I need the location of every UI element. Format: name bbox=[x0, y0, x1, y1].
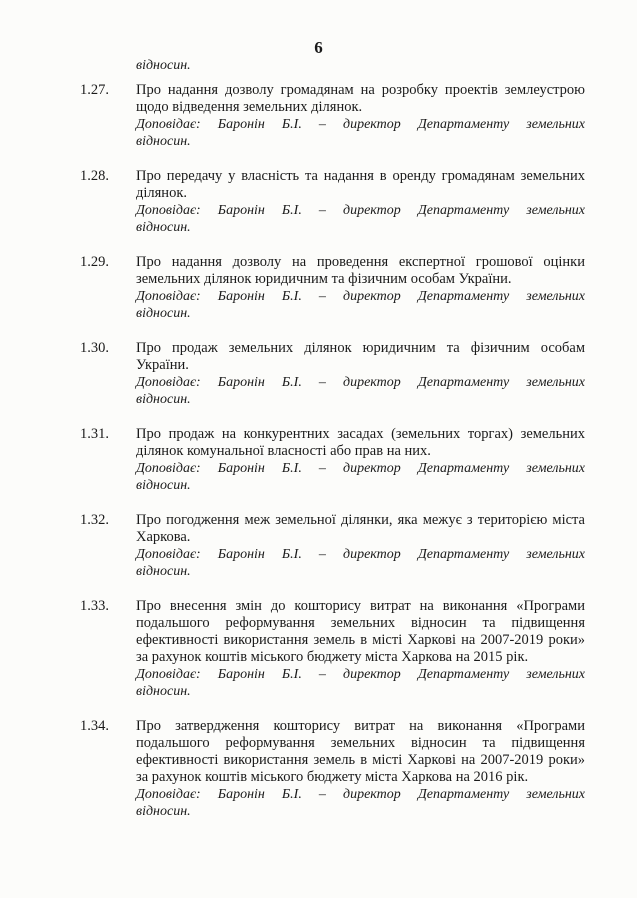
item-title: Про затвердження кошторису витрат на виконання «Програми подальшого реформування земельних відносин та підвищення ефективності використання земель в місті Харкові на 2007-2019 роки» за рахунок коштів міського бюджету міста Харкова на 2016 рік. bbox=[136, 718, 585, 785]
item-number: 1.29. bbox=[80, 254, 109, 270]
agenda-item bbox=[0, 254, 637, 322]
item-number: 1.32. bbox=[80, 512, 109, 528]
item-title: Про надання дозволу на проведення експертної грошової оцінки земельних ділянок юридичним та фізичним особам України. bbox=[136, 254, 585, 287]
item-speaker: Доповідає: Баронін Б.І. – директор Департаменту земельних bbox=[136, 547, 585, 562]
item-speaker-cont: відносин. bbox=[136, 478, 191, 493]
item-body bbox=[136, 168, 585, 236]
item-speaker: Доповідає: Баронін Б.І. – директор Департаменту земельних bbox=[136, 117, 585, 132]
item-speaker-cont: відносин. bbox=[136, 684, 191, 699]
item-speaker-cont: відносин. bbox=[136, 220, 191, 235]
item-speaker-cont: відносин. bbox=[136, 392, 191, 407]
item-speaker-cont: відносин. bbox=[136, 804, 191, 819]
agenda-item bbox=[0, 340, 637, 408]
item-body bbox=[136, 512, 585, 580]
item-speaker-cont: відносин. bbox=[136, 134, 191, 149]
item-speaker: Доповідає: Баронін Б.І. – директор Департаменту земельних bbox=[136, 203, 585, 218]
agenda-item bbox=[0, 426, 637, 494]
page-number: 6 bbox=[314, 38, 323, 57]
item-speaker-cont: відносин. bbox=[136, 306, 191, 321]
item-title: Про передачу у власність та надання в оренду громадянам земельних ділянок. bbox=[136, 168, 585, 201]
item-body bbox=[136, 254, 585, 322]
item-number: 1.34. bbox=[80, 718, 109, 734]
item-number: 1.30. bbox=[80, 340, 109, 356]
item-speaker-cont: відносин. bbox=[136, 564, 191, 579]
item-title: Про продаж земельних ділянок юридичним та фізичним особам України. bbox=[136, 340, 585, 373]
carry-over-text: відносин. bbox=[136, 58, 191, 73]
item-speaker: Доповідає: Баронін Б.І. – директор Департаменту земельних bbox=[136, 289, 585, 304]
item-title: Про надання дозволу громадянам на розробку проектів землеустрою щодо відведення земельних ділянок. bbox=[136, 82, 585, 115]
agenda-item bbox=[0, 168, 637, 236]
item-body bbox=[136, 82, 585, 150]
item-body bbox=[136, 718, 585, 820]
item-body bbox=[136, 598, 585, 700]
item-speaker: Доповідає: Баронін Б.І. – директор Департаменту земельних bbox=[136, 667, 585, 682]
item-title: Про погодження меж земельної ділянки, яка межує з територією міста Харкова. bbox=[136, 512, 585, 545]
item-number: 1.33. bbox=[80, 598, 109, 614]
agenda-item bbox=[0, 718, 637, 820]
item-number: 1.27. bbox=[80, 82, 109, 98]
item-speaker: Доповідає: Баронін Б.І. – директор Департаменту земельних bbox=[136, 461, 585, 476]
agenda-list bbox=[0, 82, 637, 838]
item-speaker: Доповідає: Баронін Б.І. – директор Департаменту земельних bbox=[136, 375, 585, 390]
item-body bbox=[136, 340, 585, 408]
item-title: Про продаж на конкурентних засадах (земельних торгах) земельних ділянок комунальної власності або прав на них. bbox=[136, 426, 585, 459]
agenda-item bbox=[0, 82, 637, 150]
agenda-item bbox=[0, 512, 637, 580]
item-number: 1.31. bbox=[80, 426, 109, 442]
item-speaker: Доповідає: Баронін Б.І. – директор Департаменту земельних bbox=[136, 787, 585, 802]
agenda-item bbox=[0, 598, 637, 700]
item-title: Про внесення змін до кошторису витрат на виконання «Програми подальшого реформування земельних відносин та підвищення ефективності використання земель в місті Харкові на 2007-2019 роки» за рахунок коштів міського бюджету міста Харкова на 2015 рік. bbox=[136, 598, 585, 665]
item-number: 1.28. bbox=[80, 168, 109, 184]
item-body bbox=[136, 426, 585, 494]
